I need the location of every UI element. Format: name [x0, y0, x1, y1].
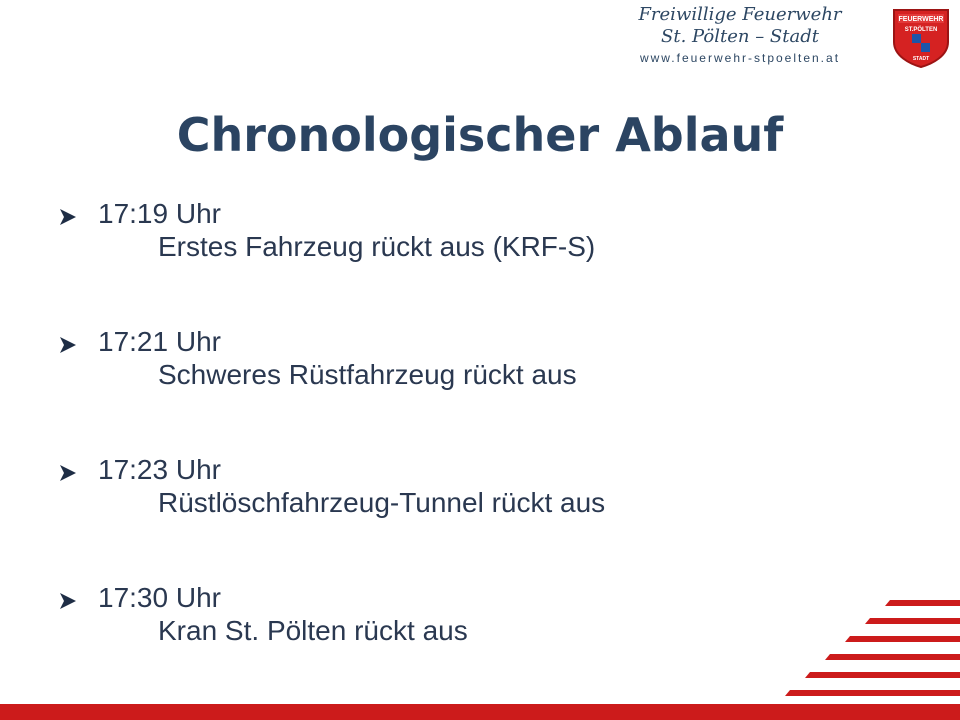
fire-department-badge-icon [888, 6, 954, 68]
slide-title: Chronologischer Ablauf [176, 108, 784, 162]
timeline-time: 17:30 Uhr [98, 582, 221, 613]
bottom-accent-bar [0, 704, 960, 720]
header-brand [610, 4, 870, 65]
timeline-description: Kran St. Pölten rückt aus [158, 615, 468, 646]
timeline-description: Erstes Fahrzeug rückt aus (KRF-S) [158, 231, 596, 262]
timeline-time: 17:23 Uhr [98, 454, 221, 485]
logo-text-top: FEUERWEHR [898, 16, 944, 23]
arrow-bullet-icon [58, 591, 78, 611]
logo-text-bottom: STADT [912, 56, 930, 62]
timeline-list [58, 198, 605, 710]
timeline-time: 17:19 Uhr [98, 198, 221, 229]
timeline-item [58, 454, 605, 520]
org-name-line1: Freiwillige Feuerwehr [638, 4, 842, 25]
timeline-description: Rüstlöschfahrzeug-Tunnel rückt aus [158, 487, 606, 518]
arrow-bullet-icon [58, 463, 78, 483]
org-url: www.feuerwehr-stpoelten.at [639, 51, 841, 65]
arrow-bullet-icon [58, 335, 78, 355]
arrow-bullet-icon [58, 207, 78, 227]
timeline-item [58, 198, 605, 264]
logo-text-middle: ST.PÖLTEN [904, 27, 938, 33]
timeline-item [58, 326, 605, 392]
decorative-stripes [730, 600, 960, 720]
timeline-description: Schweres Rüstfahrzeug rückt aus [158, 359, 577, 390]
timeline-item [58, 582, 605, 648]
org-name-line2: St. Pölten – Stadt [661, 26, 819, 47]
timeline-time: 17:21 Uhr [98, 326, 221, 357]
